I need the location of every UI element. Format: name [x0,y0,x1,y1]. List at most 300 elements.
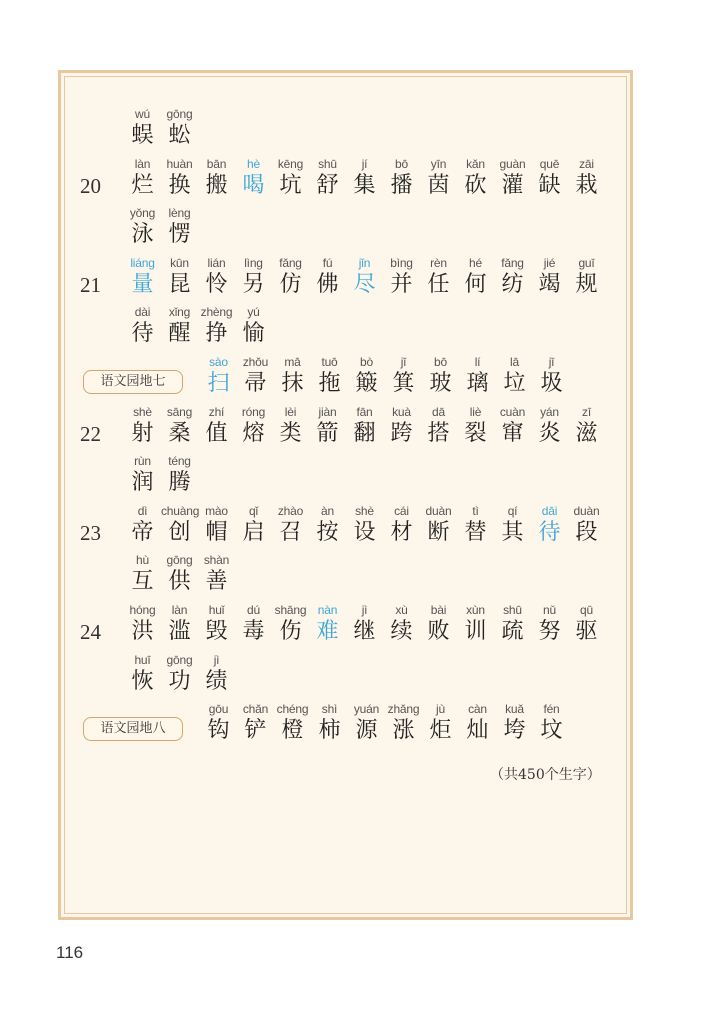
character-cell [198,404,235,448]
hanzi: 帚 [244,371,267,396]
hanzi: 材 [390,519,413,545]
character-cell [198,156,235,200]
character-cell [272,404,309,448]
pinyin: téng [168,454,191,469]
hanzi: 炎 [538,420,561,446]
hanzi: 圾 [540,371,563,396]
pinyin: lèng [168,206,191,221]
lesson-number: 20 [80,173,101,198]
pinyin: jù [436,702,445,717]
hanzi: 砍 [464,172,487,198]
pinyin: dú [247,603,260,617]
hanzi: 断 [427,519,450,545]
character-cell [161,304,198,348]
hanzi: 续 [390,619,413,644]
pinyin: bìng [390,255,413,270]
character-cell [568,156,605,200]
character-row [0,156,720,204]
character-cell-highlighted [235,156,272,200]
pinyin: jié [543,255,556,270]
pinyin: lí [474,355,481,369]
pinyin: dāi [541,503,558,518]
character-cell [383,602,420,646]
pinyin: bān [206,156,227,171]
character-cell [346,404,383,448]
pinyin: shì [321,702,338,717]
character-cell [309,503,346,547]
pinyin: lián [207,255,226,270]
character-cell [494,602,531,646]
pinyin: rùn [134,454,151,469]
character-row [0,205,720,253]
pinyin: bò [360,355,373,369]
hanzi: 蚣 [168,123,191,148]
character-cell [531,602,568,646]
character-cell [161,156,198,200]
hanzi: 量 [131,271,154,297]
pinyin: gōu [208,702,229,717]
hanzi: 炬 [429,718,452,744]
character-cell [198,602,235,646]
character-cell [348,701,385,745]
character-cell [420,503,457,547]
pinyin: shè [133,404,152,419]
hanzi: 败 [427,619,450,644]
hanzi: 类 [279,420,302,446]
pinyin: lā [510,355,519,369]
character-cell [272,503,309,547]
character-cell-highlighted [531,503,568,547]
hanzi: 并 [390,271,413,297]
character-cell [124,404,161,448]
hanzi: 箭 [316,420,339,446]
pinyin: sāng [166,404,193,419]
character-cell [457,156,494,200]
pinyin: yīn [430,156,447,171]
pinyin: jī [548,355,555,369]
pinyin: tuō [321,355,338,369]
pinyin: lìng [244,255,263,270]
pinyin: fén [543,702,560,717]
character-row [0,602,720,650]
character-cell [568,404,605,448]
character-cell [568,602,605,646]
hanzi: 集 [353,172,376,198]
pinyin: zhí [208,404,225,419]
pinyin: huǐ [208,603,225,617]
pinyin: hù [136,553,149,568]
hanzi: 洪 [131,619,154,644]
lesson-number: 23 [80,520,101,545]
hanzi: 播 [390,172,413,198]
pinyin: cái [394,503,409,518]
character-cell-highlighted [309,602,346,646]
pinyin: dì [137,503,148,518]
character-cell [124,106,161,150]
hanzi: 段 [575,519,598,545]
pinyin: hè [247,156,260,171]
pinyin: rèn [430,255,447,270]
character-cell [198,304,235,348]
pinyin: kǎn [466,156,485,171]
hanzi: 熔 [242,420,265,446]
pinyin: qǐ [249,503,258,518]
pinyin: gōng [166,553,193,568]
pinyin: bō [434,355,447,369]
pinyin: fú [322,255,333,270]
character-cell [161,205,198,249]
character-cell [161,552,198,596]
pinyin: kuà [392,404,411,419]
character-cell [457,503,494,547]
hanzi: 规 [575,271,598,297]
hanzi: 灌 [501,172,524,198]
hanzi: 跨 [390,420,413,446]
hanzi: 帝 [131,519,154,545]
hanzi: 射 [131,420,154,446]
hanzi: 璃 [466,371,489,396]
pinyin: shè [355,503,374,518]
hanzi: 腾 [168,470,191,496]
pinyin: yú [247,305,260,320]
hanzi: 仿 [279,271,302,297]
hanzi: 拖 [318,371,341,396]
hanzi: 疏 [501,619,524,644]
character-cell [237,354,274,398]
pinyin: kūn [170,255,189,270]
character-cell [161,255,198,299]
hanzi: 愣 [168,222,191,248]
hanzi: 另 [242,271,265,297]
character-cell [235,404,272,448]
hanzi: 泳 [131,222,154,248]
hanzi: 翻 [353,420,376,446]
character-cell [420,602,457,646]
hanzi: 箕 [392,371,415,396]
hanzi: 绩 [205,668,228,694]
hanzi: 怜 [205,271,228,297]
character-cell [311,354,348,398]
pinyin: xùn [466,603,485,617]
section-tag: 语文园地七 [83,370,183,394]
character-cell-highlighted [124,255,161,299]
lesson-number: 24 [80,620,101,644]
hanzi: 待 [131,321,154,347]
character-cell [274,701,311,745]
character-cell [385,354,422,398]
hanzi: 纺 [501,271,524,297]
hanzi: 喝 [242,172,265,198]
hanzi: 栽 [575,172,598,198]
character-cell [346,156,383,200]
hanzi: 铲 [244,718,267,744]
pinyin: qí [507,503,518,518]
pinyin: kēng [277,156,304,171]
hanzi: 召 [279,519,302,545]
character-cell [124,652,161,696]
hanzi: 尽 [353,271,376,297]
pinyin: fǎng [501,255,524,270]
pinyin: shū [318,156,337,171]
character-row [0,552,720,600]
character-cell [161,503,198,547]
character-cell [309,255,346,299]
pinyin: quē [539,156,560,171]
character-cell [383,503,420,547]
hanzi: 替 [464,519,487,545]
hanzi: 竭 [538,271,561,297]
hanzi: 昆 [168,271,191,297]
character-cell [198,652,235,696]
hanzi: 毁 [205,619,228,644]
character-cell [496,701,533,745]
page-number: 116 [56,943,84,962]
pinyin: huī [134,652,151,667]
hanzi: 窜 [501,420,524,446]
character-cell [420,255,457,299]
hanzi: 挣 [205,321,228,347]
pinyin: róng [241,404,266,419]
lesson-number: 21 [80,272,101,297]
pinyin: fǎng [279,255,302,270]
character-cell [235,602,272,646]
hanzi: 启 [242,519,265,545]
hanzi: 帽 [205,519,228,545]
pinyin: zāi [579,156,594,171]
hanzi: 按 [316,519,339,545]
hanzi: 供 [168,569,191,595]
hanzi: 醒 [168,321,191,347]
hanzi: 继 [353,619,376,644]
character-cell [568,503,605,547]
hanzi: 蜈 [131,123,154,148]
hanzi: 愉 [242,321,265,347]
character-cell [531,156,568,200]
character-cell [198,503,235,547]
character-cell [496,354,533,398]
pinyin: nàn [317,603,338,617]
hanzi: 垃 [503,371,526,396]
pinyin: làn [171,603,188,617]
character-row [0,503,720,551]
hanzi: 善 [205,569,228,595]
hanzi: 舒 [316,172,339,198]
hanzi: 滋 [575,420,598,446]
character-cell [124,453,161,497]
pinyin: gōng [166,107,193,121]
character-cell [422,701,459,745]
hanzi: 灿 [466,718,489,744]
character-cell [346,503,383,547]
character-cell [237,701,274,745]
hanzi: 缺 [538,172,561,198]
character-cell [198,552,235,596]
pinyin: chuàng [161,503,200,518]
character-cell-highlighted [346,255,383,299]
character-cell [459,701,496,745]
hanzi: 涨 [392,718,415,744]
hanzi: 搬 [205,172,228,198]
pinyin: liáng [130,255,155,270]
character-cell [124,156,161,200]
pinyin: hé [469,255,482,270]
hanzi: 橙 [281,718,304,744]
pinyin: zhào [277,503,304,518]
character-cell [348,354,385,398]
hanzi: 任 [427,271,450,297]
pinyin: bài [430,603,447,617]
character-row [0,255,720,303]
hanzi: 坑 [279,172,302,198]
pinyin: zhǒu [242,355,269,369]
character-cell [494,503,531,547]
pinyin: chǎn [242,702,269,717]
hanzi: 创 [168,519,191,545]
section-tag: 语文园地八 [83,717,183,741]
pinyin: mā [284,355,301,369]
pinyin: jì [213,652,220,667]
pinyin: yuán [353,702,380,717]
character-cell [272,156,309,200]
character-cell [457,255,494,299]
pinyin: xù [395,603,408,617]
pinyin: hóng [129,603,156,617]
character-cell [457,602,494,646]
character-row [0,354,720,402]
character-cell [124,304,161,348]
character-cell [533,701,570,745]
pinyin: yán [540,404,559,419]
character-cell [383,156,420,200]
hanzi: 伤 [279,619,302,644]
hanzi: 其 [501,519,524,545]
hanzi: 滥 [168,619,191,644]
pinyin: zhèng [200,305,233,320]
pinyin: shāng [274,603,307,617]
hanzi: 何 [464,271,487,297]
character-cell [235,255,272,299]
character-cell [161,652,198,696]
character-cell [272,255,309,299]
hanzi: 搭 [427,420,450,446]
pinyin: làn [134,156,151,171]
pinyin: bō [395,156,408,171]
hanzi: 互 [131,569,154,595]
character-cell [124,552,161,596]
pinyin: dā [432,404,445,419]
hanzi: 烂 [131,172,154,198]
pinyin: kuǎ [505,702,524,717]
pinyin: duàn [425,503,452,518]
character-cell [198,255,235,299]
pinyin: càn [468,702,487,717]
pinyin: zī [582,404,591,419]
pinyin: sào [209,355,228,369]
character-cell [161,602,198,646]
pinyin: dài [134,305,151,320]
hanzi: 待 [538,519,561,545]
hanzi: 训 [464,619,487,644]
pinyin: jì [361,603,368,617]
character-cell [161,453,198,497]
pinyin: duàn [573,503,600,518]
character-cell [124,503,161,547]
pinyin: qū [580,603,593,617]
hanzi: 茵 [427,172,450,198]
pinyin: shàn [203,553,230,568]
pinyin: zhǎng [387,702,420,717]
character-cell [235,503,272,547]
total-characters-note: （共450个生字） [490,767,601,783]
hanzi: 柿 [318,718,341,744]
pinyin: liè [469,404,482,419]
character-cell [494,255,531,299]
character-row [0,652,720,700]
hanzi: 换 [168,172,191,198]
character-cell [531,255,568,299]
hanzi: 垮 [503,718,526,744]
character-cell [422,354,459,398]
hanzi: 扫 [207,371,230,396]
hanzi: 努 [538,619,561,644]
character-cell [311,701,348,745]
hanzi: 功 [168,668,191,694]
character-cell [459,354,496,398]
hanzi: 钩 [207,718,230,744]
pinyin: tì [472,503,479,518]
hanzi: 润 [131,470,154,496]
character-row [0,304,720,352]
character-cell [494,404,531,448]
character-cell [533,354,570,398]
pinyin: jiàn [318,404,337,419]
pinyin: lèi [284,404,297,419]
character-cell [420,156,457,200]
character-row [0,701,720,749]
lesson-number: 22 [80,421,101,446]
pinyin: shū [503,603,522,617]
character-row [0,453,720,501]
pinyin: xǐng [168,305,191,320]
pinyin: gōng [166,652,193,667]
hanzi: 难 [316,619,339,644]
character-cell [383,404,420,448]
character-cell [494,156,531,200]
character-cell [420,404,457,448]
hanzi: 恢 [131,668,154,694]
hanzi: 驱 [575,619,598,644]
pinyin: mào [205,503,228,518]
pinyin: nǔ [543,603,556,617]
hanzi: 簸 [355,371,378,396]
hanzi: 毒 [242,619,265,644]
pinyin: guàn [499,156,526,171]
character-row [0,404,720,452]
pinyin: àn [321,503,334,518]
hanzi: 设 [353,519,376,545]
pinyin: jī [400,355,407,369]
pinyin: huàn [166,156,193,171]
character-cell [385,701,422,745]
character-cell [346,602,383,646]
character-cell [124,602,161,646]
character-cell [200,701,237,745]
pinyin: jí [361,156,368,171]
character-cell [272,602,309,646]
pinyin: cuàn [499,404,526,419]
character-cell [235,304,272,348]
hanzi: 裂 [464,420,487,446]
